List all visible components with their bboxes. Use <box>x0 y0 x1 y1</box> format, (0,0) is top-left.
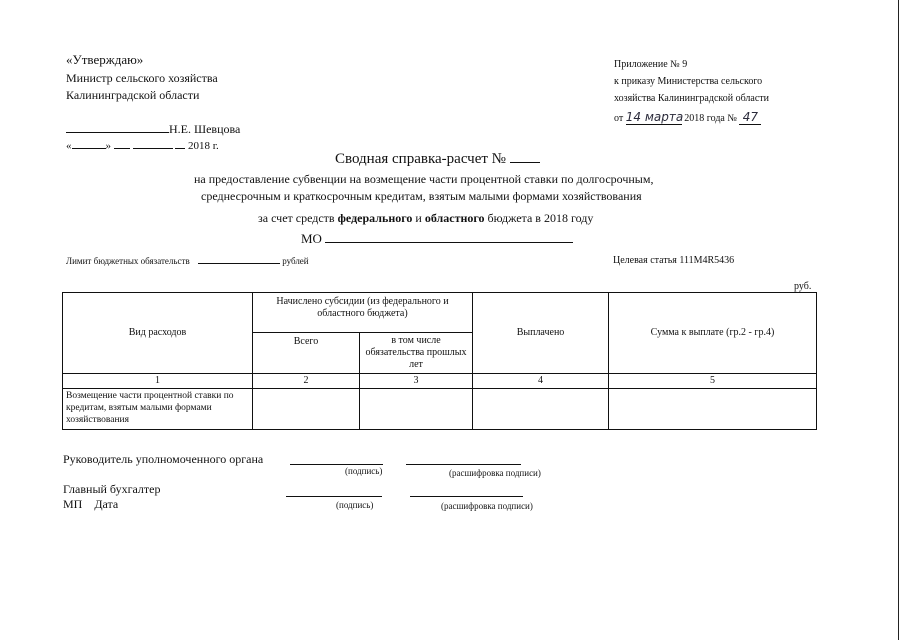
funding-and: и <box>412 211 425 225</box>
appendix-date-line <box>614 110 761 125</box>
date-day-blank <box>72 136 106 149</box>
funding-suffix: бюджета в 2018 году <box>484 211 594 225</box>
appendix-number-handwritten: 47 <box>739 110 761 125</box>
approval-date-line <box>66 136 219 152</box>
row-previous-value <box>359 388 473 430</box>
mo-label: МО <box>301 231 322 246</box>
head-decode-line <box>406 464 521 465</box>
document-subtitle-2: среднесрочным и краткосрочным кредитам, взятым малыми формами хозяйствования <box>201 189 642 203</box>
header-previous-years: в том числе обязательства прошлых лет <box>359 332 473 374</box>
target-article: Целевая статья 111М4R5436 <box>613 255 735 266</box>
col-num-5: 5 <box>608 373 817 389</box>
appendix-title: Приложение № 9 <box>614 59 688 70</box>
accountant-sign-caption: (подпись) <box>336 500 374 510</box>
mo-blank <box>325 230 573 243</box>
header-expense-type: Вид расходов <box>62 292 253 374</box>
row-total-value <box>252 388 360 430</box>
header-accrued: Начислено субсидии (из федерального и областного бюджета) <box>252 292 473 333</box>
header-sum-to-pay: Сумма к выплате (гр.2 - гр.4) <box>608 292 817 374</box>
approval-signature-line <box>66 120 240 137</box>
approval-heading: «Утверждаю» <box>66 52 144 67</box>
limit-unit: рублей <box>282 256 309 266</box>
limit-line <box>66 254 309 266</box>
header-paid: Выплачено <box>472 292 609 374</box>
accountant-decode-line <box>410 496 523 497</box>
approval-line2: Калининградской области <box>66 88 200 102</box>
head-sign-caption: (подпись) <box>345 466 383 476</box>
currency-label: руб. <box>794 281 812 292</box>
funding-prefix: за счет средств <box>258 211 338 225</box>
document-title-text: Сводная справка-расчет № <box>335 151 506 167</box>
accountant-label: Главный бухгалтер <box>63 482 161 496</box>
col-num-4: 4 <box>472 373 609 389</box>
page-edge-line <box>898 0 899 640</box>
date-open-quote: « <box>66 140 72 152</box>
date-close-quote: » <box>105 140 111 152</box>
document-title <box>335 150 540 168</box>
head-label: Руководитель уполномоченного органа <box>63 452 264 466</box>
accountant-signature-line <box>286 496 382 497</box>
appendix-line1: к приказу Министерства сельского <box>614 76 763 87</box>
approval-year: 2018 г. <box>188 140 219 152</box>
appendix-from: от <box>614 113 624 124</box>
calculation-table <box>62 292 817 438</box>
accountant-decode-caption: (расшифровка подписи) <box>441 501 533 511</box>
col-num-2: 2 <box>252 373 360 389</box>
funding-regional: областного <box>424 211 485 225</box>
mp-label: МП <box>63 497 83 511</box>
limit-label: Лимит бюджетных обязательств <box>66 256 190 266</box>
appendix-line2: хозяйства Калининградской области <box>614 93 770 104</box>
mo-line <box>301 230 573 247</box>
funding-source <box>258 211 593 226</box>
row-paid-value <box>472 388 609 430</box>
appendix-no-label: № <box>727 113 737 124</box>
appendix-year: 2018 года <box>684 113 725 124</box>
appendix-date-handwritten: 14 марта <box>625 110 684 124</box>
col-num-3: 3 <box>359 373 473 389</box>
date-blank-1 <box>114 136 130 149</box>
title-number-blank <box>510 150 540 163</box>
document-subtitle-1: на предоставление субвенции на возмещение части процентной ставки по долгосрочным, <box>194 172 654 186</box>
row-sum-value <box>608 388 817 430</box>
signature-underline <box>66 120 169 133</box>
limit-blank <box>198 254 280 264</box>
approval-line1: Министр сельского хозяйства <box>66 71 218 85</box>
funding-federal: федерального <box>337 211 413 225</box>
approval-signer: Н.Е. Шевцова <box>169 122 241 136</box>
date-blank-2 <box>175 136 185 149</box>
row-expense-label: Возмещение части процентной ставки по кредитам, взятым малыми формами хозяйствования <box>62 388 253 430</box>
head-decode-caption: (расшифровка подписи) <box>449 468 541 478</box>
col-num-1: 1 <box>62 373 253 389</box>
date-label: Дата <box>94 497 119 511</box>
head-signature-line <box>290 464 383 465</box>
date-month-blank <box>133 136 173 149</box>
header-total: Всего <box>252 332 360 374</box>
mp-date-line <box>63 497 118 512</box>
